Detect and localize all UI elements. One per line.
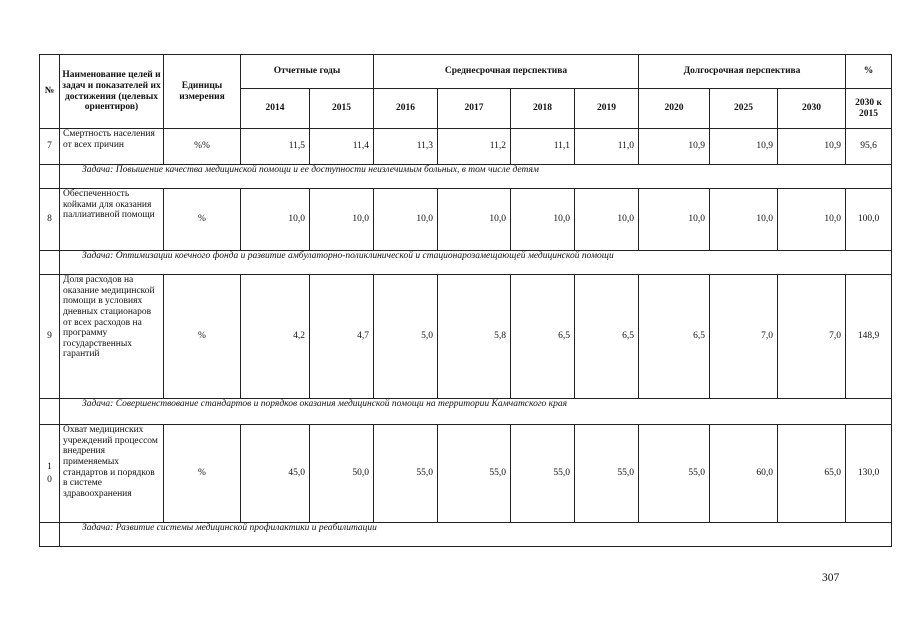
row-number-text: 10 (47, 462, 52, 485)
task-text: Задача: Совершенствование стандартов и порядков оказания медицинской помощи на территории Камчатского края (60, 399, 892, 425)
value-cell: 6,5 (639, 275, 710, 399)
value-cell: 10,0 (241, 189, 310, 251)
value-cell: 11,1 (511, 129, 575, 165)
header-name: Наименование целей и задач и показателей их достижения (целевых ориентиров) (60, 55, 164, 129)
header-year: 2019 (575, 89, 639, 129)
header-medium-term: Среднесрочная перспектива (374, 55, 639, 89)
value-cell: 11,2 (438, 129, 511, 165)
value-cell: 55,0 (374, 425, 438, 523)
value-cell: 65,0 (778, 425, 846, 523)
indicator-name: Охват медицинских учреждений процессом внедрения применяемых стандартов и порядков в системе здравоохранения (60, 425, 164, 523)
percent-cell: 148,9 (846, 275, 892, 399)
header-year: 2020 (639, 89, 710, 129)
indicators-table (39, 54, 892, 547)
row-number (40, 425, 60, 523)
task-text: Задача: Развитие системы медицинской профилактики и реабилитации (60, 523, 892, 547)
table-row (40, 189, 892, 251)
value-cell: 55,0 (438, 425, 511, 523)
task-row (40, 523, 892, 547)
value-cell: 4,2 (241, 275, 310, 399)
value-cell: 10,9 (639, 129, 710, 165)
header-percent: % (846, 55, 892, 89)
value-cell: 6,5 (575, 275, 639, 399)
value-cell: 7,0 (710, 275, 778, 399)
value-cell: 10,0 (778, 189, 846, 251)
value-cell: 7,0 (778, 275, 846, 399)
row-number: 9 (40, 275, 60, 399)
row-number: 8 (40, 189, 60, 251)
header-year: 2016 (374, 89, 438, 129)
header-num: № (40, 55, 60, 129)
value-cell: 50,0 (310, 425, 374, 523)
value-cell: 10,0 (310, 189, 374, 251)
value-cell: 55,0 (511, 425, 575, 523)
value-cell: 45,0 (241, 425, 310, 523)
header-year: 2015 (310, 89, 374, 129)
header-percent-ratio: 2030 к 2015 (846, 89, 892, 129)
value-cell: 10,0 (511, 189, 575, 251)
page-number: 307 (822, 572, 840, 584)
table-row (40, 425, 892, 523)
value-cell: 6,5 (511, 275, 575, 399)
header-reported-years: Отчетные годы (241, 55, 374, 89)
percent-cell: 95,6 (846, 129, 892, 165)
value-cell: 5,0 (374, 275, 438, 399)
value-cell: 10,9 (778, 129, 846, 165)
indicator-unit: % (164, 275, 241, 399)
value-cell: 11,4 (310, 129, 374, 165)
value-cell: 10,0 (710, 189, 778, 251)
header-long-term: Долгосрочная перспектива (639, 55, 846, 89)
value-cell: 10,0 (374, 189, 438, 251)
indicator-unit: % (164, 425, 241, 523)
header-year: 2030 (778, 89, 846, 129)
task-text: Задача: Оптимизации коечного фонда и развитие амбулаторно-поликлинической и стационарозамещающей медицинской помощи (60, 251, 892, 275)
header-unit: Единицы измерения (164, 55, 241, 129)
value-cell: 5,8 (438, 275, 511, 399)
value-cell: 55,0 (639, 425, 710, 523)
value-cell: 4,7 (310, 275, 374, 399)
value-cell: 55,0 (575, 425, 639, 523)
indicator-name: Обеспеченность койками для оказания паллиативной помощи (60, 189, 164, 251)
task-row (40, 251, 892, 275)
indicator-name: Доля расходов на оказание медицинской помощи в условиях дневных стационаров от всех расходов на программу государственных гарантий (60, 275, 164, 399)
value-cell: 10,0 (438, 189, 511, 251)
value-cell: 10,0 (575, 189, 639, 251)
indicator-unit: % (164, 189, 241, 251)
header-year: 2025 (710, 89, 778, 129)
indicator-name: Смертность населения от всех причин (60, 129, 164, 165)
percent-cell: 130,0 (846, 425, 892, 523)
task-row (40, 165, 892, 189)
value-cell: 60,0 (710, 425, 778, 523)
header-year: 2014 (241, 89, 310, 129)
value-cell: 11,0 (575, 129, 639, 165)
table-row (40, 275, 892, 399)
value-cell: 10,0 (639, 189, 710, 251)
percent-cell: 100,0 (846, 189, 892, 251)
value-cell: 11,3 (374, 129, 438, 165)
row-number: 7 (40, 129, 60, 165)
task-text: Задача: Повышение качества медицинской помощи и ее доступности неизлечимым больных, в том числе детям (60, 165, 892, 189)
indicator-unit: %% (164, 129, 241, 165)
header-year: 2018 (511, 89, 575, 129)
header-year: 2017 (438, 89, 511, 129)
table-row (40, 129, 892, 165)
value-cell: 10,9 (710, 129, 778, 165)
task-row (40, 399, 892, 425)
value-cell: 11,5 (241, 129, 310, 165)
